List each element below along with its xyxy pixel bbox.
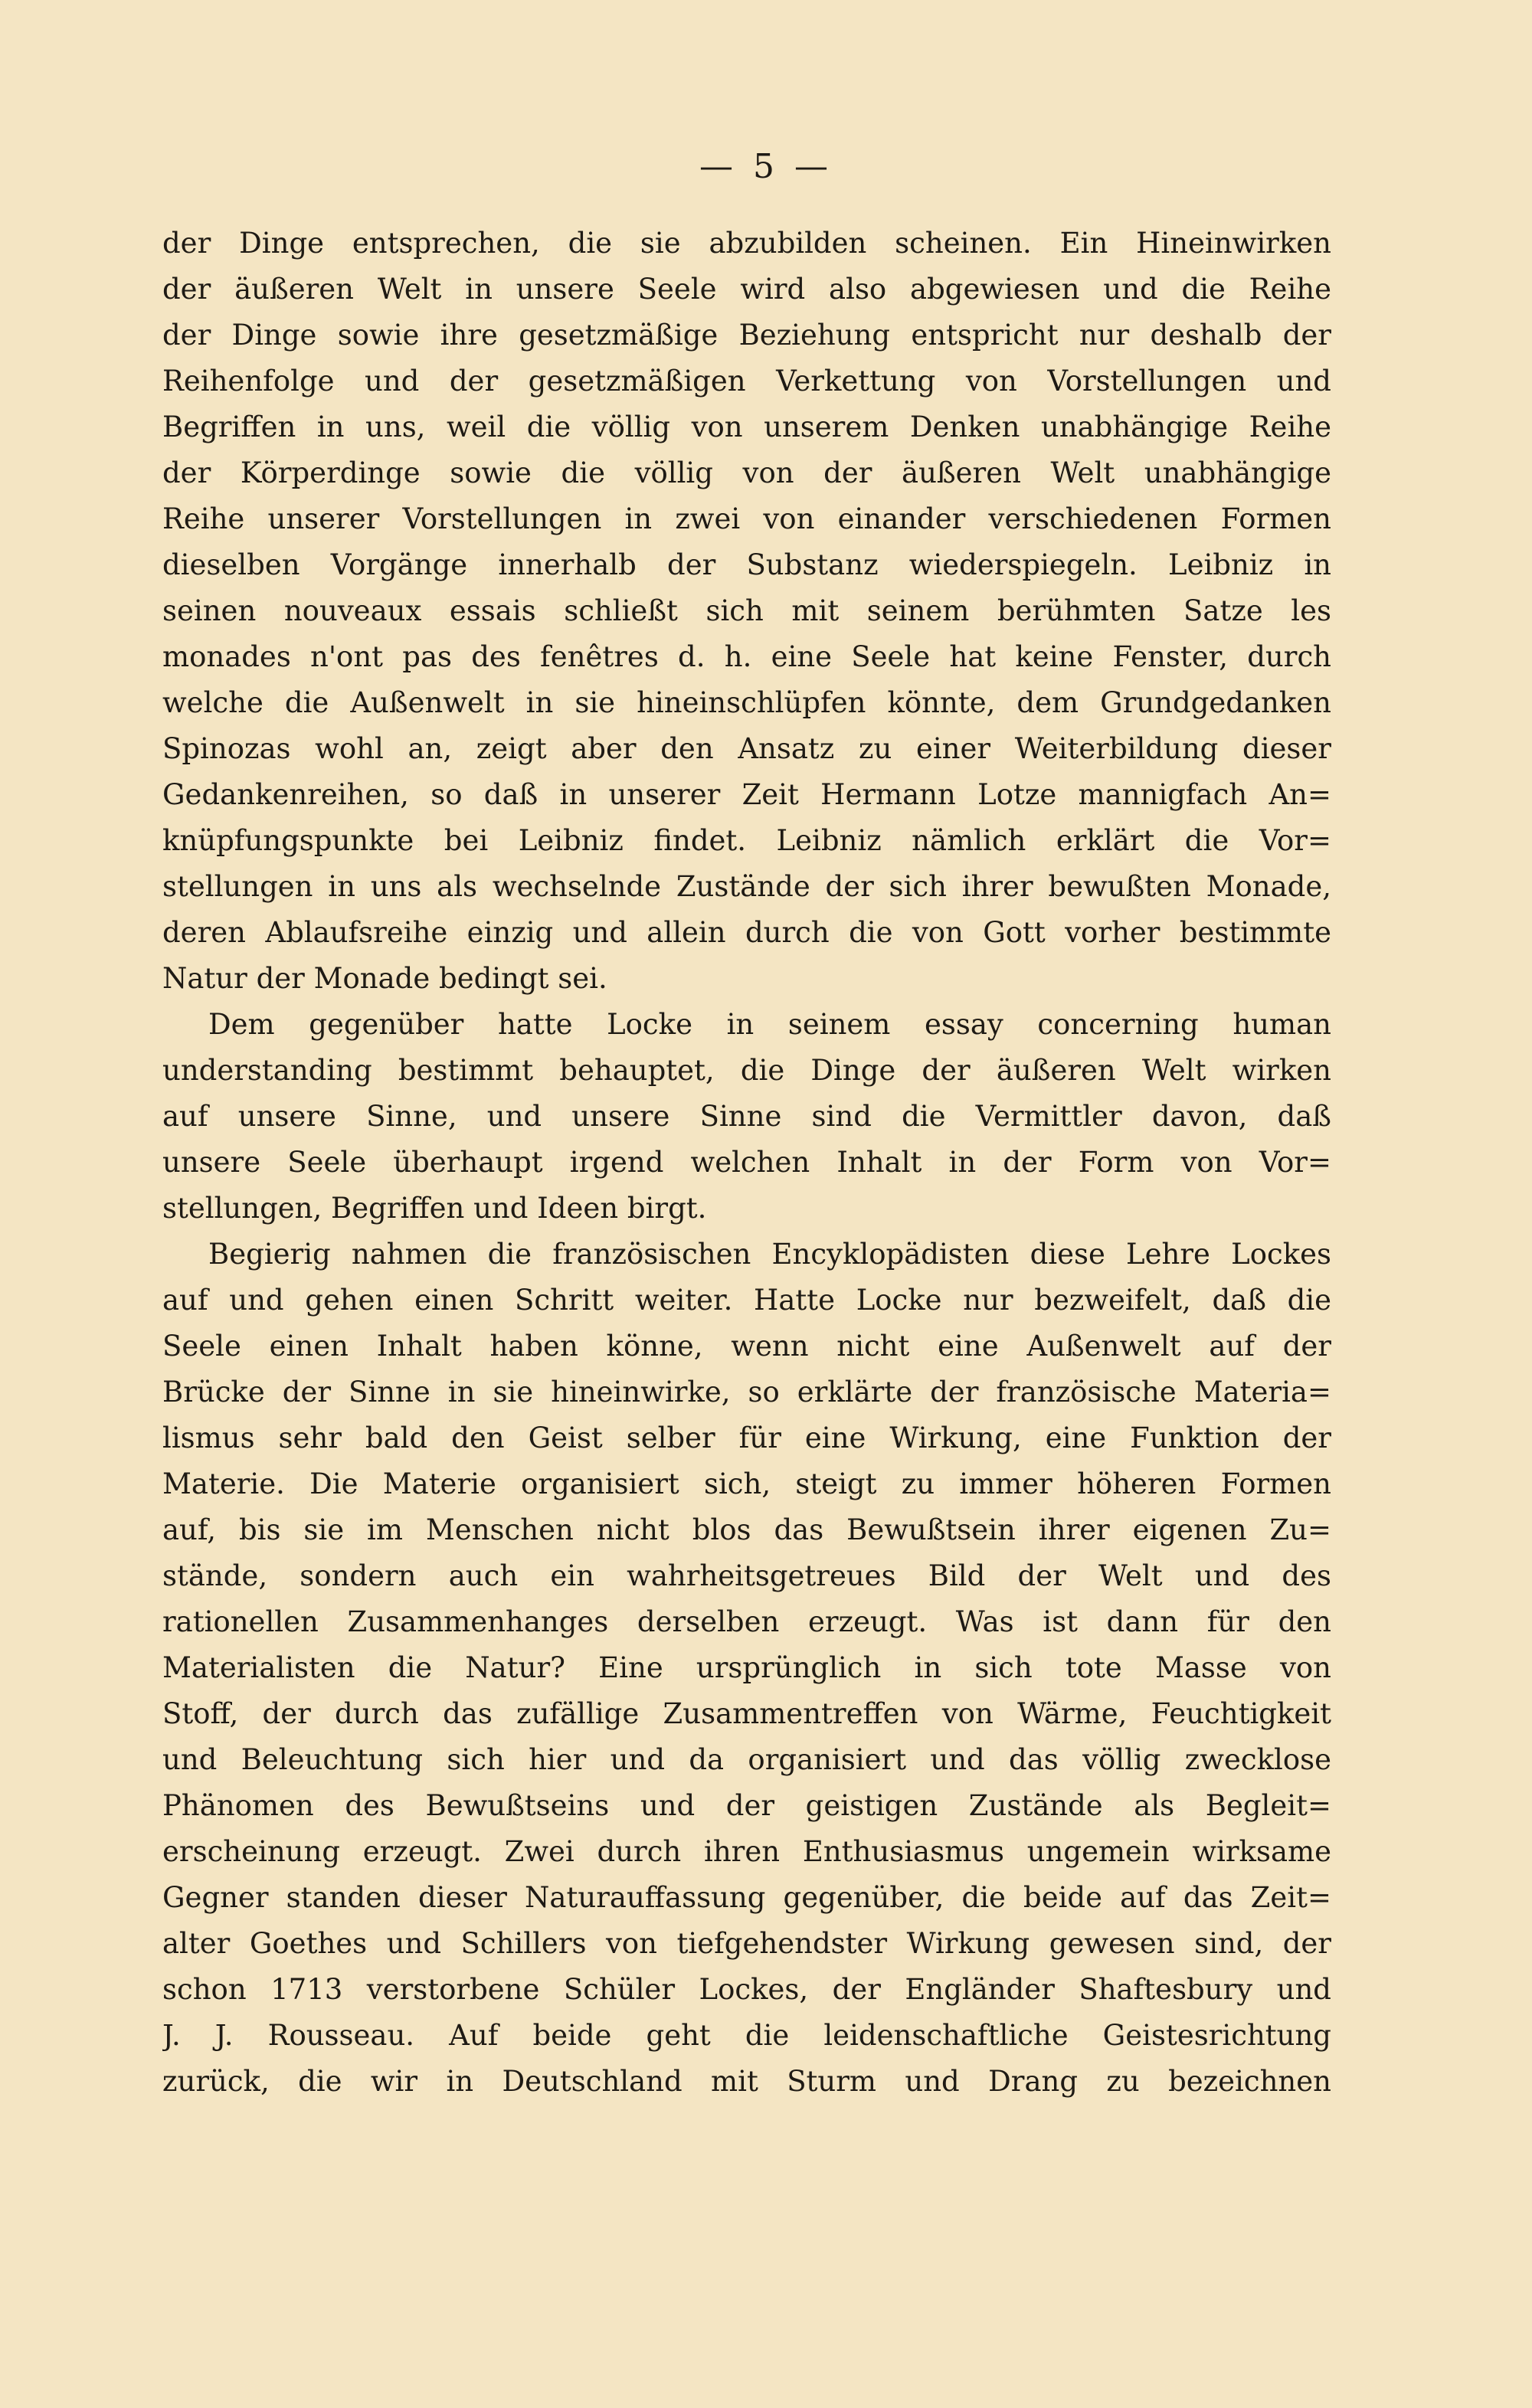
text-line: Seele einen Inhalt haben könne, wenn nicht eine Außenwelt auf der [162, 1330, 1331, 1363]
text-line: schon 1713 verstorbene Schüler Lockes, der Engländer Shaftesbury und [162, 1973, 1331, 2006]
text-line: der Dinge entsprechen, die sie abzubilden scheinen. Ein Hineinwirken [162, 227, 1331, 260]
text-line: Spinozas wohl an, zeigt aber den Ansatz zu einer Weiterbildung dieser [162, 732, 1331, 765]
text-line: Begierig nahmen die französischen Encyklopädisten diese Lehre Lockes [208, 1238, 1331, 1271]
text-line: Reihe unserer Vorstellungen in zwei von einander verschiedenen Formen [162, 502, 1331, 535]
text-line: Dem gegenüber hatte Locke in seinem essay concerning human [208, 1008, 1331, 1041]
text-line: stellungen in uns als wechselnde Zustände der sich ihrer bewußten Monade, [162, 870, 1331, 903]
body-text [162, 221, 1331, 2105]
text-line: Begriffen in uns, weil die völlig von unserem Denken unabhängige Reihe [162, 411, 1331, 443]
text-line: Phänomen des Bewußtseins und der geistigen Zustände als Begleit= [162, 1789, 1331, 1822]
text-line: stellungen, Begriffen und Ideen birgt. [162, 1192, 707, 1225]
page-number: — 5 — [699, 147, 833, 186]
text-line: Materie. Die Materie organisiert sich, steigt zu immer höheren Formen [162, 1467, 1331, 1500]
text-line: monades n'ont pas des fenêtres d. h. eine Seele hat keine Fenster, durch [162, 640, 1331, 673]
text-line: auf unsere Sinne, und unsere Sinne sind die Vermittler davon, daß [162, 1100, 1331, 1133]
text-line: Materialisten die Natur? Eine ursprünglich in sich tote Masse von [162, 1651, 1331, 1684]
text-line: welche die Außenwelt in sie hineinschlüpfen könnte, dem Grundgedanken [162, 686, 1331, 719]
text-line: lismus sehr bald den Geist selber für eine Wirkung, eine Funktion der [162, 1422, 1331, 1454]
text-line: J. J. Rousseau. Auf beide geht die leidenschaftliche Geistesrichtung [162, 2019, 1331, 2052]
text-line: Gegner standen dieser Naturauffassung gegenüber, die beide auf das Zeit= [162, 1881, 1331, 1914]
text-line: der Dinge sowie ihre gesetzmäßige Beziehung entspricht nur deshalb der [162, 319, 1331, 352]
text-line: und Beleuchtung sich hier und da organisiert und das völlig zwecklose [162, 1743, 1331, 1776]
text-line: alter Goethes und Schillers von tiefgehendster Wirkung gewesen sind, der [162, 1927, 1331, 1960]
text-line: auf und gehen einen Schritt weiter. Hatte Locke nur bezweifelt, daß die [162, 1284, 1331, 1317]
text-line: rationellen Zusammenhanges derselben erzeugt. Was ist dann für den [162, 1605, 1331, 1638]
text-line: auf, bis sie im Menschen nicht blos das Bewußtsein ihrer eigenen Zu= [162, 1513, 1331, 1546]
text-line: understanding bestimmt behauptet, die Dinge der äußeren Welt wirken [162, 1054, 1331, 1087]
text-line: erscheinung erzeugt. Zwei durch ihren Enthusiasmus ungemein wirksame [162, 1835, 1331, 1868]
text-line: dieselben Vorgänge innerhalb der Substanz wiederspiegeln. Leibniz in [162, 548, 1331, 581]
text-line: zurück, die wir in Deutschland mit Sturm und Drang zu bezeichnen [162, 2065, 1331, 2098]
text-line: seinen nouveaux essais schließt sich mit seinem berühmten Satze les [162, 594, 1331, 627]
text-line: Brücke der Sinne in sie hineinwirke, so erklärte der französische Materia= [162, 1376, 1331, 1408]
text-line: Stoff, der durch das zufällige Zusammentreffen von Wärme, Feuchtigkeit [162, 1697, 1331, 1730]
text-line: stände, sondern auch ein wahrheitsgetreues Bild der Welt und des [162, 1559, 1331, 1592]
text-line: der Körperdinge sowie die völlig von der äußeren Welt unabhängige [162, 456, 1331, 489]
text-line: Reihenfolge und der gesetzmäßigen Verkettung von Vorstellungen und [162, 365, 1331, 398]
text-line: Gedankenreihen, so daß in unserer Zeit Hermann Lotze mannigfach An= [162, 778, 1331, 811]
text-line: deren Ablaufsreihe einzig und allein durch die von Gott vorher bestimmte [162, 916, 1331, 949]
text-line: unsere Seele überhaupt irgend welchen Inhalt in der Form von Vor= [162, 1146, 1331, 1179]
text-line: knüpfungspunkte bei Leibniz findet. Leibniz nämlich erklärt die Vor= [162, 824, 1331, 857]
text-line: Natur der Monade bedingt sei. [162, 962, 607, 995]
text-line: der äußeren Welt in unsere Seele wird also abgewiesen und die Reihe [162, 273, 1331, 306]
